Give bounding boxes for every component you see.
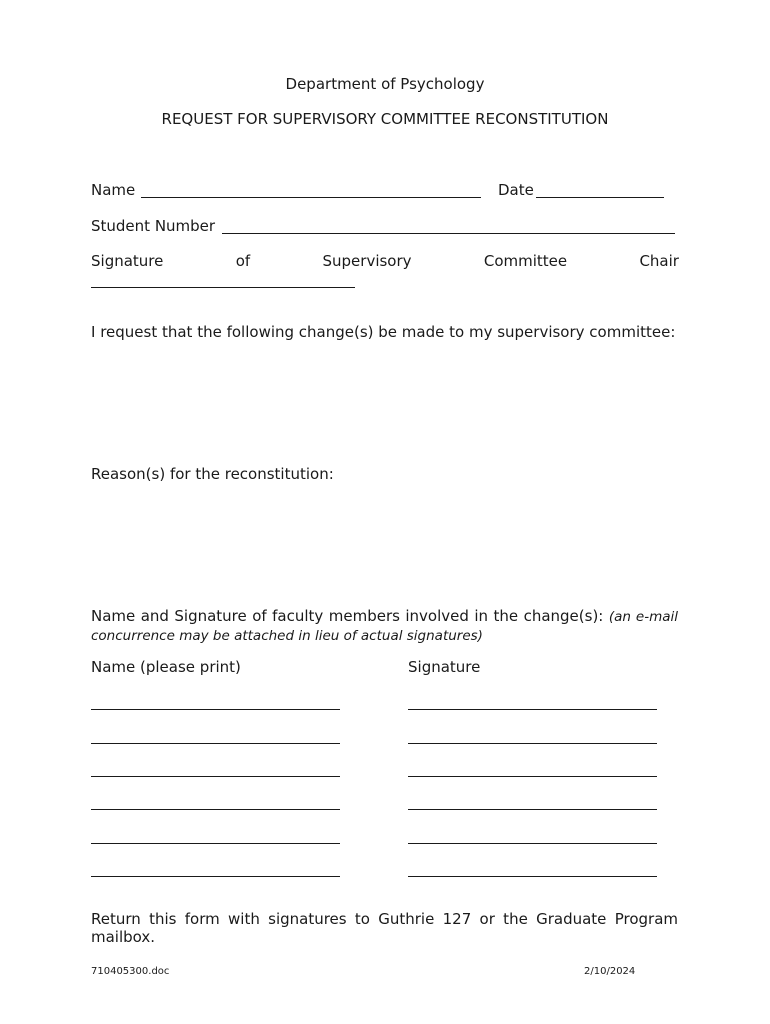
faculty-note: (an e-mail concurrence may be attached in lieu of actual signatures) [91,609,678,644]
student-number-field[interactable] [222,233,675,234]
faculty-name-field[interactable] [91,709,340,710]
signature-chair-word: Chair [639,252,679,270]
faculty-signature-field[interactable] [408,743,657,744]
faculty-name-field[interactable] [91,843,340,844]
form-title: REQUEST FOR SUPERVISORY COMMITTEE RECONSTITUTION [161,110,609,128]
faculty-name-field[interactable] [91,776,340,777]
faculty-heading-text: Name and Signature of faculty members involved in the change(s): [91,607,609,625]
student-number-label: Student Number [91,217,216,235]
signature-chair-word: Supervisory [322,252,412,270]
name-field[interactable] [141,197,481,198]
name-label: Name [91,181,136,199]
footer-date: 2/10/2024 [584,966,636,977]
footer-filename: 710405300.doc [91,966,170,977]
faculty-heading [91,607,678,645]
faculty-signature-field[interactable] [408,876,657,877]
date-label: Date [498,181,534,199]
faculty-name-field[interactable] [91,743,340,744]
department-title: Department of Psychology [285,75,485,93]
signature-chair-label [91,252,679,270]
signature-chair-word: Signature [91,252,164,270]
date-field[interactable] [536,197,664,198]
faculty-name-field[interactable] [91,876,340,877]
col-name-label: Name (please print) [91,658,241,676]
faculty-signature-field[interactable] [408,776,657,777]
request-text: I request that the following change(s) be made to my supervisory committee: [91,323,676,341]
faculty-name-field[interactable] [91,809,340,810]
signature-chair-field[interactable] [91,287,355,288]
faculty-signature-field[interactable] [408,809,657,810]
col-signature-label: Signature [408,658,481,676]
faculty-signature-field[interactable] [408,709,657,710]
return-instructions: Return this form with signatures to Guthrie 127 or the Graduate Program mailbox. [91,910,678,946]
faculty-signature-field[interactable] [408,843,657,844]
reason-label: Reason(s) for the reconstitution: [91,465,334,483]
signature-chair-word: Committee [483,252,568,270]
signature-chair-word: of [235,252,251,270]
